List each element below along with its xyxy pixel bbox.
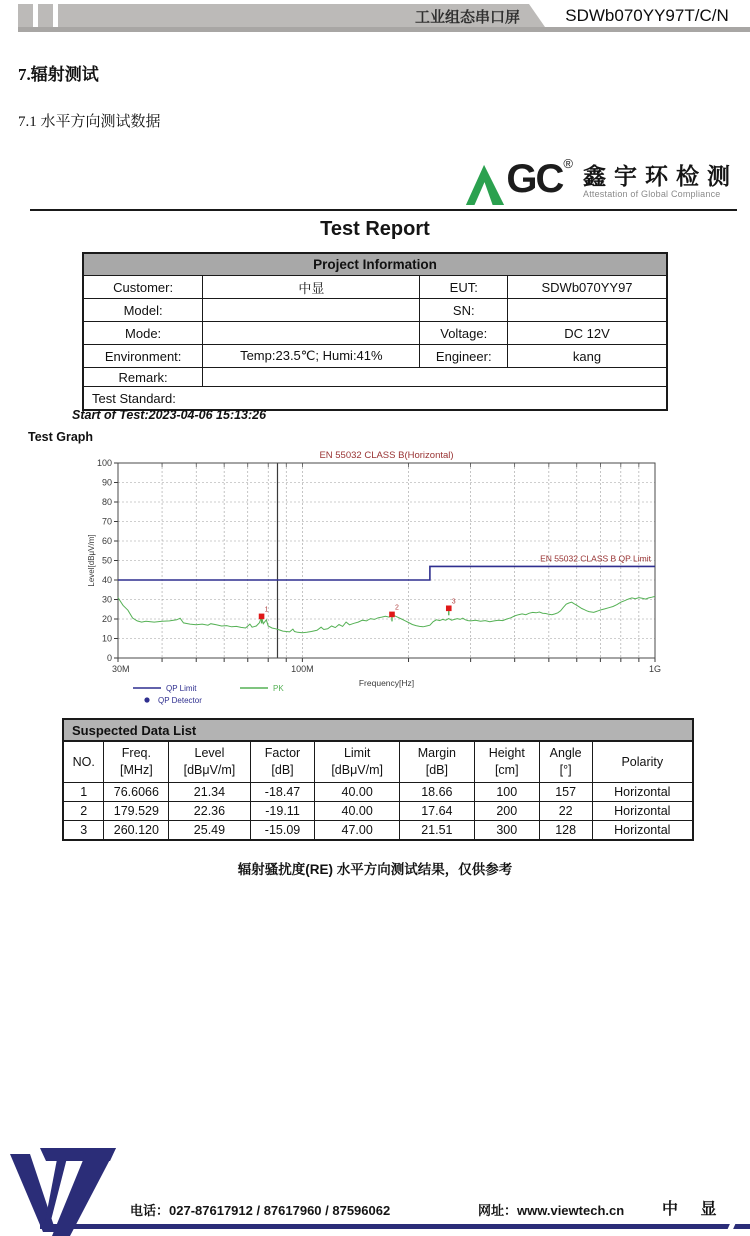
value-cell <box>508 299 667 322</box>
table-cell: Horizontal <box>592 821 693 841</box>
label-cell: EUT: <box>420 276 508 299</box>
column-header: Angle [°] <box>539 741 592 783</box>
label-cell: SN: <box>420 299 508 322</box>
test-graph-chart <box>85 448 670 710</box>
footer-brand: 中 显 <box>662 1201 726 1218</box>
logo-english-name: Attestation of Global Compliance <box>583 189 721 199</box>
svg-text:1G: 1G <box>648 664 661 674</box>
svg-text:30M: 30M <box>112 664 130 674</box>
header-product-name: 工业组态串口屏 <box>414 9 520 26</box>
svg-text:2: 2 <box>394 604 399 612</box>
table-cell: 1 <box>63 783 104 802</box>
section-title: 7.辐射测试 <box>18 65 99 84</box>
svg-text:90: 90 <box>101 477 112 488</box>
table-cell: -19.11 <box>250 802 315 821</box>
svg-text:10: 10 <box>101 633 112 644</box>
footer-website: 网址：www.viewtech.cn <box>478 1203 625 1218</box>
svg-text:100M: 100M <box>291 664 314 674</box>
value-cell <box>203 322 420 345</box>
value-cell <box>203 368 667 387</box>
table-row <box>63 783 693 802</box>
table-cell: -18.47 <box>250 783 315 802</box>
svg-text:Level[dBμV/m]: Level[dBμV/m] <box>87 534 96 587</box>
label-cell: Environment: <box>83 345 203 368</box>
report-title: Test Report <box>320 218 430 240</box>
column-header: Freq. [MHz] <box>104 741 169 783</box>
table-cell: 128 <box>539 821 592 841</box>
value-cell: Temp:23.5℃; Humi:41% <box>203 345 420 368</box>
table-cell: 2 <box>63 802 104 821</box>
emc-chart-svg <box>85 448 670 710</box>
column-header: Polarity <box>592 741 693 783</box>
suspected-table-body <box>63 783 693 841</box>
label-cell: Model: <box>83 299 203 322</box>
value-cell: SDWb070YY97 <box>508 276 667 299</box>
table-cell: 47.00 <box>315 821 399 841</box>
project-info-table <box>82 252 668 411</box>
logo-chinese-name: 鑫宇环检测 <box>583 163 738 189</box>
header-model-number: SDWb070YY97T/C/N <box>565 5 729 25</box>
label-cell: Engineer: <box>420 345 508 368</box>
suspected-table <box>62 740 694 841</box>
header-gap <box>53 4 58 27</box>
agc-a-icon <box>464 163 506 210</box>
svg-text:Frequency[Hz]: Frequency[Hz] <box>358 678 415 688</box>
label-cell: Remark: <box>83 368 203 387</box>
table-cell: 21.34 <box>169 783 250 802</box>
svg-text:PK: PK <box>273 684 284 693</box>
test-graph-label: Test Graph <box>28 430 94 444</box>
svg-text:EN 55032 CLASS B QP Limit: EN 55032 CLASS B QP Limit <box>540 553 651 564</box>
table-cell: Horizontal <box>592 783 693 802</box>
table-cell: Horizontal <box>592 802 693 821</box>
svg-text:60: 60 <box>101 536 112 546</box>
subsection-title: 7.1 水平方向测试数据 <box>18 114 161 130</box>
table-cell: 260.120 <box>104 821 169 841</box>
table-cell: 3 <box>63 821 104 841</box>
table-cell: 76.6066 <box>104 783 169 802</box>
svg-text:QP Detector: QP Detector <box>158 696 202 705</box>
header-underline <box>18 27 750 32</box>
agc-logo-text: GC <box>506 157 563 201</box>
header-gap <box>33 4 38 27</box>
label-cell: Mode: <box>83 322 203 345</box>
table-cell: -15.09 <box>250 821 315 841</box>
table-row <box>63 802 693 821</box>
column-header: Margin [dB] <box>399 741 474 783</box>
table-cell: 100 <box>474 783 539 802</box>
table-cell: 21.51 <box>399 821 474 841</box>
footer-rule <box>40 1224 750 1229</box>
svg-text:40: 40 <box>101 575 112 585</box>
column-header: Height [cm] <box>474 741 539 783</box>
svg-text:70: 70 <box>101 516 112 527</box>
table-cell: 200 <box>474 802 539 821</box>
table-cell: 40.00 <box>315 783 399 802</box>
table-title: Project Information <box>83 253 667 276</box>
value-cell: DC 12V <box>508 322 667 345</box>
registered-mark: ® <box>563 156 573 171</box>
suspected-data-list <box>62 718 694 841</box>
column-header: Level [dBμV/m] <box>169 741 250 783</box>
table-cell: 157 <box>539 783 592 802</box>
table-cell: 25.49 <box>169 821 250 841</box>
column-header: Factor [dB] <box>250 741 315 783</box>
value-cell: 中显 <box>203 276 420 299</box>
table-cell: 179.529 <box>104 802 169 821</box>
table-title: Suspected Data List <box>62 718 694 740</box>
footer-phone: 电话：027-87617912 / 87617960 / 87596062 <box>130 1203 391 1218</box>
divider-rule <box>30 209 737 211</box>
svg-text:100: 100 <box>96 458 112 468</box>
viewtech-vt-logo-icon <box>10 1148 120 1236</box>
label-cell: Test Standard: <box>83 387 667 411</box>
svg-text:50: 50 <box>101 555 112 566</box>
table-cell: 17.64 <box>399 802 474 821</box>
table-cell: 40.00 <box>315 802 399 821</box>
column-header: Limit [dBμV/m] <box>315 741 399 783</box>
svg-text:30: 30 <box>101 594 112 605</box>
table-row <box>63 821 693 841</box>
table-cell: 300 <box>474 821 539 841</box>
svg-text:80: 80 <box>101 497 112 507</box>
table-cell: 18.66 <box>399 783 474 802</box>
svg-text:3: 3 <box>451 598 456 606</box>
svg-text:1: 1 <box>264 606 269 614</box>
label-cell: Customer: <box>83 276 203 299</box>
agc-logo <box>464 157 738 210</box>
header-row <box>63 741 693 783</box>
value-cell: kang <box>508 345 667 368</box>
svg-text:QP Limit: QP Limit <box>166 684 197 693</box>
start-of-test: Start of Test:2023-04-06 15:13:26 <box>72 408 267 422</box>
svg-text:20: 20 <box>101 614 112 624</box>
table-cell: 22 <box>539 802 592 821</box>
table-cell: 22.36 <box>169 802 250 821</box>
svg-text:0: 0 <box>106 653 112 663</box>
result-caption: 辐射骚扰度(RE) 水平方向测试结果，仅供参考 <box>237 862 513 877</box>
column-header: NO. <box>63 741 104 783</box>
svg-text:EN 55032 CLASS B(Horizontal): EN 55032 CLASS B(Horizontal) <box>319 450 454 461</box>
value-cell <box>203 299 420 322</box>
label-cell: Voltage: <box>420 322 508 345</box>
